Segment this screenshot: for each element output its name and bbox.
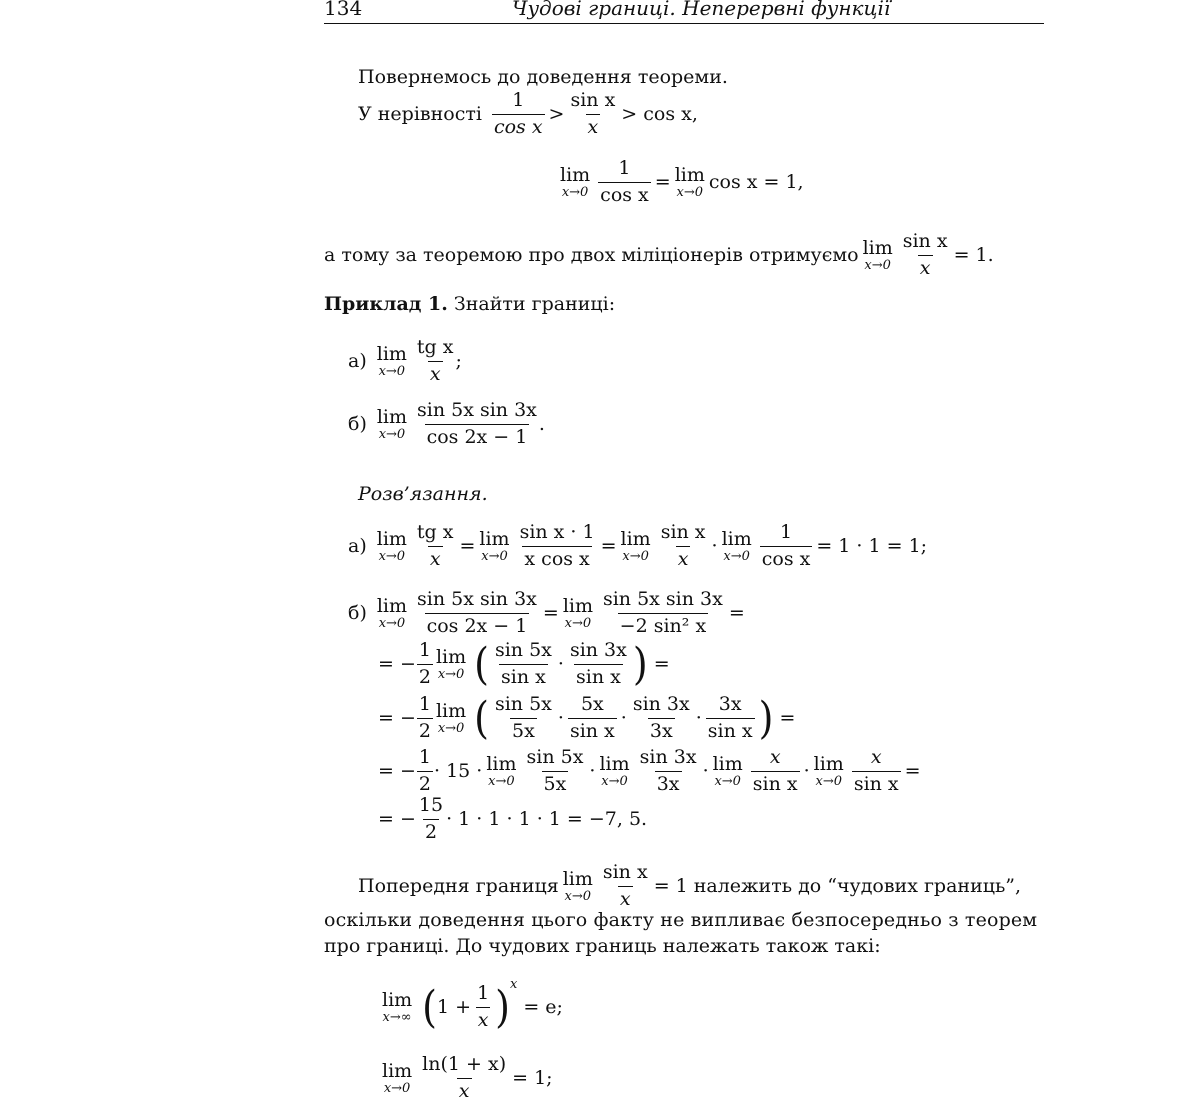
solution-a: а) lim x→0 $\frac{\text{tg x}}{x}$ = lim x→0 $\frac{\text{sin x · 1}}{\text{x cos x}}$ = lim x→0 $\frac{\text{sin x}}{x}$ · lim x→0 $\frac{1}{\text{cos x}}$ = 1 · 1 = 1; [348, 521, 928, 570]
fraction-sinx-over-x: $\frac{\text{sin x}}{x}$ [570, 89, 616, 138]
page-number: 134 [324, 0, 363, 20]
formula-limit-e: lim x→∞ ( 1 + $\frac{1}{x}$ ) x = e; [382, 977, 563, 1033]
example-text: Знайти границі: [453, 293, 616, 315]
display-limit-cos: lim x→0 $\frac{1}{\text{cos x}}$ = lim x→0 cos x = 1, [560, 157, 804, 206]
sandwich-conclusion: а тому за теоремою про двох міліціонерів отримуємо lim x→0 $\frac{\text{sin x}}{x}$ = 1. [324, 230, 994, 279]
paragraph-return-to-proof: Повернемось до доведення теореми. [358, 66, 728, 88]
solution-b-line-2: = − $\frac{1}{2}$ lim x→0 ( $\frac{\sin 5x}{\text{sin x}}$ · $\frac{\sin 3x}{\text{sin x}}$ ) = [378, 639, 670, 690]
solution-b-line-5: = − $\frac{15}{2}$ · 1 · 1 · 1 · 1 = −7, 5. [378, 794, 648, 843]
inequality-lead-text: У нерівності [358, 103, 482, 126]
inequality-line: У нерівності $\frac{1}{\text{cos x}}$ > $\frac{\text{sin x}}{x}$ > cos x, [358, 89, 698, 138]
header-rule [324, 23, 1044, 24]
remarkable-limit-paragraph-line-3: про границі. До чудових границь належать також такі: [324, 935, 881, 957]
example-item-b: б) lim x→0 $\frac{\text{sin 5x sin 3x}}{\cos 2x - 1}$ . [348, 399, 545, 448]
solution-b-line-1: б) lim x→0 $\frac{\text{sin 5x sin 3x}}{\cos 2x - 1}$ = lim x→0 $\frac{\text{sin 5x sin 3x}}{\text{−2 sin² x}}$ = [348, 588, 745, 637]
remarkable-limit-paragraph-line-1: Попередня границя lim x→0 $\frac{\text{sin x}}{x}$ = 1 належить до “чудових границь”, [358, 861, 1022, 910]
solution-label: Розв’язання. [358, 483, 488, 505]
example-item-a: а) lim x→0 $\frac{\text{tg x}}{x}$ ; [348, 336, 462, 385]
solution-b-line-4: = − $\frac{1}{2}$ · 15 · lim x→0 $\frac{\sin 5x}{5x}$ · lim x→0 $\frac{\sin 3x}{3x}$ · lim x→0 $\frac{x}{\text{sin x}}$ · lim x→0 $\frac{x}{\text{sin x}}$ = [378, 746, 921, 795]
formula-limit-ln: lim x→0 $\frac{\ln(1 + x)}{x}$ = 1; [382, 1053, 553, 1102]
fraction-1-over-cosx: $\frac{1}{\text{cos x}}$ [493, 89, 543, 138]
running-title: Чудові границі. Неперервні функції [512, 0, 891, 20]
remarkable-limit-paragraph-line-2: оскільки доведення цього факту не випливає безпосередньо з теорем [324, 909, 1038, 931]
example-heading [324, 293, 615, 315]
solution-b-line-3: = − $\frac{1}{2}$ lim x→0 ( $\frac{\sin 5x}{5x}$ · $\frac{5x}{\text{sin x}}$ · $\frac{\sin 3x}{3x}$ · $\frac{3x}{\text{sin x}}$ ) = [378, 693, 796, 744]
example-label: Приклад 1. [324, 293, 448, 315]
